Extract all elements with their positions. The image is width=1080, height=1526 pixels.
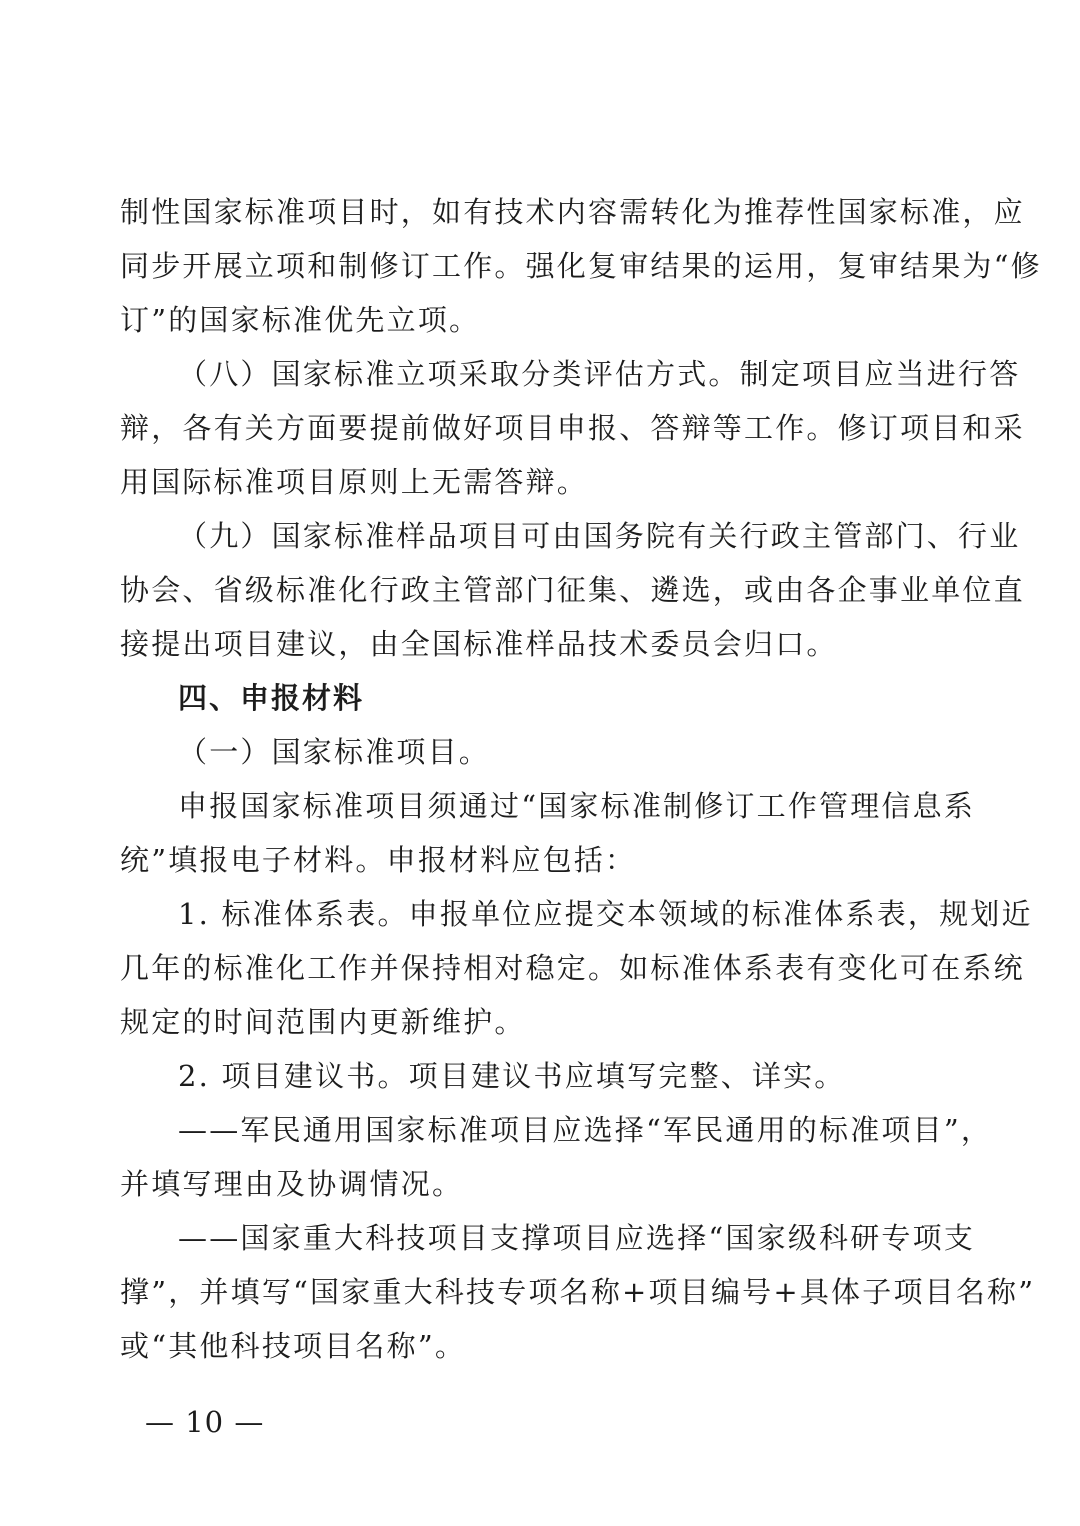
body-line: 辩，各有关方面要提前做好项目申报、答辩等工作。修订项目和采 — [120, 411, 1025, 445]
body-line: 并填写理由及协调情况。 — [120, 1167, 464, 1201]
body-line: 订”的国家标准优先立项。 — [120, 303, 481, 337]
body-line: 申报国家标准项目须通过“国家标准制修订工作管理信息系 — [178, 789, 976, 823]
body-line: 撑”，并填写“国家重大科技专项名称+项目编号+具体子项目名称” — [120, 1275, 1036, 1309]
dash-item-line: ——军民通用国家标准项目应选择“军民通用的标准项目”， — [178, 1113, 993, 1147]
body-line: 协会、省级标准化行政主管部门征集、遴选，或由各企事业单位直 — [120, 573, 1025, 607]
body-line: 规定的时间范围内更新维护。 — [120, 1005, 526, 1039]
subsection-heading: （一）国家标准项目。 — [178, 735, 491, 769]
paragraph-eight-line: （八）国家标准立项采取分类评估方式。制定项目应当进行答 — [178, 357, 1021, 391]
list-item-line: 2. 项目建议书。项目建议书应填写完整、详实。 — [178, 1059, 846, 1093]
body-line: 同步开展立项和制修订工作。强化复审结果的运用，复审结果为“修 — [120, 249, 1042, 283]
body-line: 或“其他科技项目名称”。 — [120, 1329, 467, 1363]
body-line: 用国际标准项目原则上无需答辩。 — [120, 465, 589, 499]
page-number: — 10 — — [145, 1405, 265, 1439]
body-line: 统”填报电子材料。申报材料应包括： — [120, 843, 637, 877]
list-item-line: 1. 标准体系表。申报单位应提交本领域的标准体系表，规划近 — [178, 897, 1033, 931]
section-heading: 四、申报材料 — [178, 681, 365, 715]
body-line: 接提出项目建议，由全国标准样品技术委员会归口。 — [120, 627, 838, 661]
paragraph-nine-line: （九）国家标准样品项目可由国务院有关行政主管部门、行业 — [178, 519, 1021, 553]
body-line: 几年的标准化工作并保持相对稳定。如标准体系表有变化可在系统 — [120, 951, 1025, 985]
dash-item-line: ——国家重大科技项目支撑项目应选择“国家级科研专项支 — [178, 1221, 976, 1255]
body-line: 制性国家标准项目时，如有技术内容需转化为推荐性国家标准，应 — [120, 195, 1025, 229]
